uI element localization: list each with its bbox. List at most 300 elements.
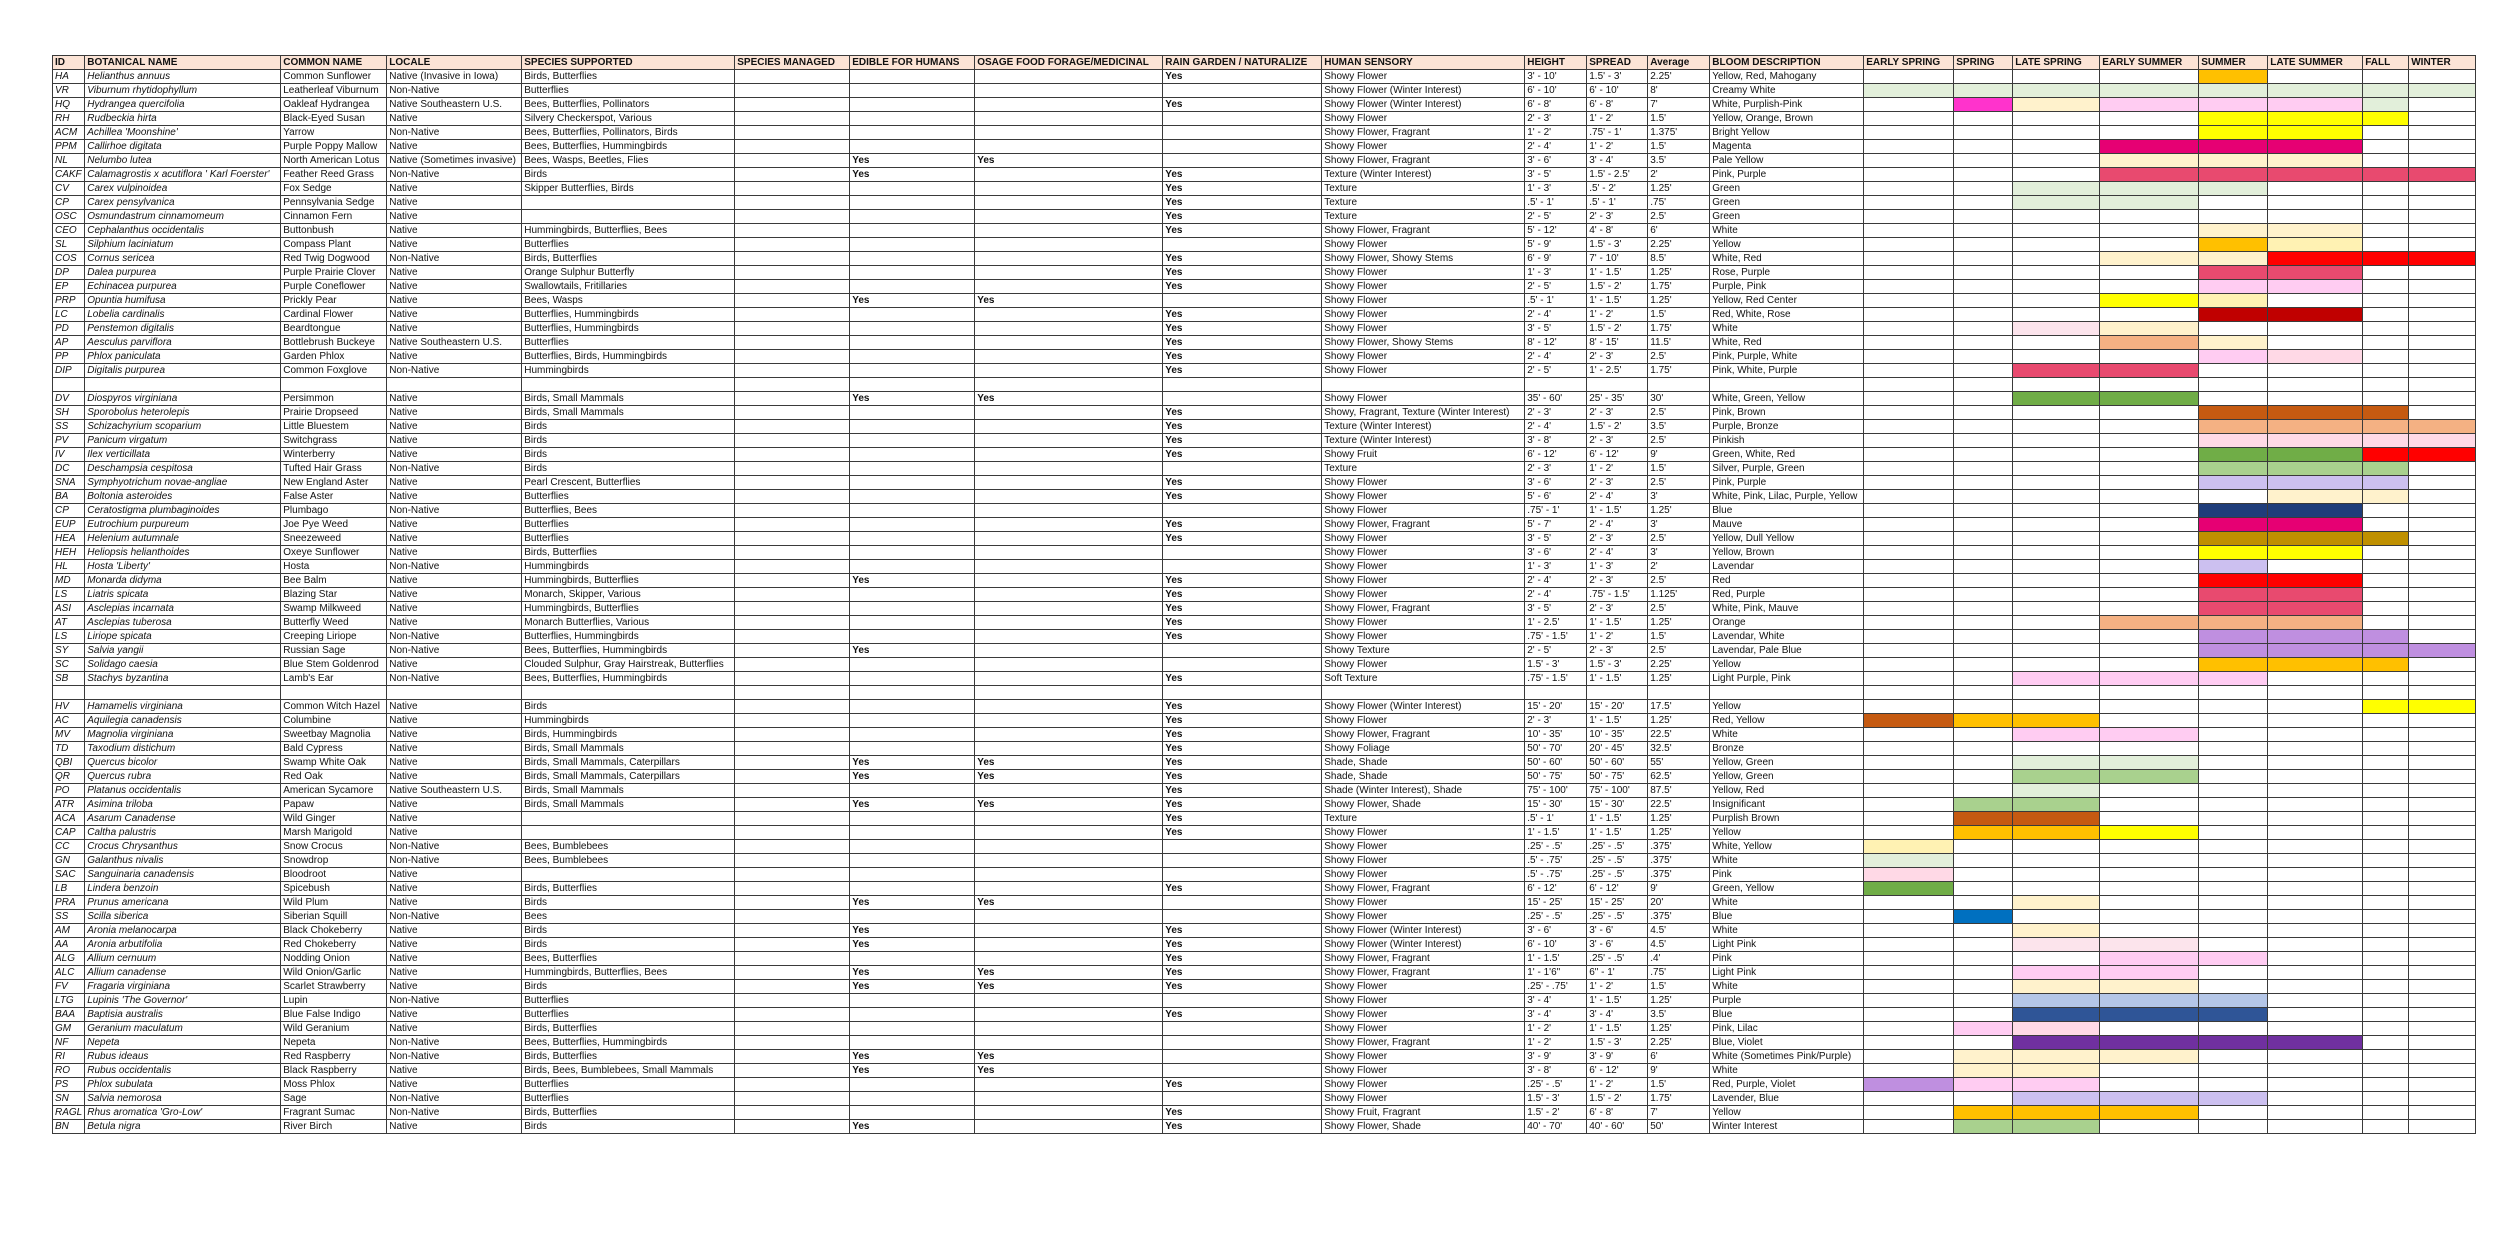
table-cell[interactable] [1648, 686, 1710, 700]
season-cell[interactable] [2409, 294, 2476, 308]
cell-locale[interactable]: Native [387, 882, 522, 896]
season-cell[interactable] [1954, 1022, 2013, 1036]
cell-osage[interactable] [975, 714, 1163, 728]
cell-edible[interactable] [850, 1106, 975, 1120]
season-cell[interactable] [2409, 84, 2476, 98]
cell-sensory[interactable]: Showy Fruit [1322, 448, 1525, 462]
season-cell[interactable] [2268, 994, 2363, 1008]
cell-bot[interactable]: Nepeta [85, 1036, 281, 1050]
season-cell[interactable] [2199, 84, 2268, 98]
cell-spread[interactable]: 1' - 2' [1587, 112, 1648, 126]
season-cell[interactable] [2100, 812, 2199, 826]
season-cell[interactable] [1954, 658, 2013, 672]
cell-sensory[interactable]: Showy Fruit, Fragrant [1322, 1106, 1525, 1120]
cell-locale[interactable]: Native [387, 1120, 522, 1134]
cell-rain[interactable] [1163, 1022, 1322, 1036]
season-cell[interactable] [2363, 238, 2409, 252]
season-cell[interactable] [2409, 938, 2476, 952]
cell-edible[interactable] [850, 70, 975, 84]
season-cell[interactable] [2199, 1120, 2268, 1134]
cell-height[interactable]: 2' - 4' [1525, 140, 1587, 154]
season-cell[interactable] [2199, 476, 2268, 490]
season-cell[interactable] [2100, 1106, 2199, 1120]
season-cell[interactable] [1864, 112, 1954, 126]
season-cell[interactable] [1864, 994, 1954, 1008]
season-cell[interactable] [1954, 518, 2013, 532]
cell-height[interactable]: 15' - 20' [1525, 700, 1587, 714]
season-cell[interactable] [2199, 588, 2268, 602]
cell-spread[interactable]: 10' - 35' [1587, 728, 1648, 742]
cell-edible[interactable] [850, 952, 975, 966]
season-cell[interactable] [1864, 966, 1954, 980]
cell-managed[interactable] [735, 448, 850, 462]
cell-id[interactable]: SS [53, 910, 85, 924]
cell-common[interactable]: Black-Eyed Susan [281, 112, 387, 126]
season-cell[interactable] [1954, 266, 2013, 280]
season-cell[interactable] [2013, 280, 2100, 294]
table-cell[interactable] [1864, 378, 1954, 392]
cell-locale[interactable]: Native [387, 602, 522, 616]
season-cell[interactable] [2409, 490, 2476, 504]
season-cell[interactable] [2409, 728, 2476, 742]
cell-bot[interactable]: Diospyros virginiana [85, 392, 281, 406]
table-cell[interactable] [387, 686, 522, 700]
cell-bot[interactable]: Allium canadense [85, 966, 281, 980]
cell-avg[interactable]: 1.75' [1648, 322, 1710, 336]
season-cell[interactable] [2199, 924, 2268, 938]
cell-spread[interactable]: 1' - 2' [1587, 1078, 1648, 1092]
cell-osage[interactable]: Yes [975, 756, 1163, 770]
season-cell[interactable] [1954, 462, 2013, 476]
season-cell[interactable] [2100, 154, 2199, 168]
cell-bot[interactable]: Penstemon digitalis [85, 322, 281, 336]
table-cell[interactable] [85, 378, 281, 392]
cell-species[interactable]: Butterflies [522, 84, 735, 98]
table-cell[interactable] [522, 686, 735, 700]
season-cell[interactable] [2199, 224, 2268, 238]
cell-height[interactable]: 2' - 3' [1525, 112, 1587, 126]
cell-avg[interactable]: 6' [1648, 1050, 1710, 1064]
cell-height[interactable]: .75' - 1.5' [1525, 630, 1587, 644]
season-cell[interactable] [2268, 308, 2363, 322]
cell-spread[interactable]: 1' - 2.5' [1587, 364, 1648, 378]
column-header[interactable]: SPREAD [1587, 56, 1648, 70]
season-cell[interactable] [2100, 434, 2199, 448]
cell-sensory[interactable]: Showy, Fragrant, Texture (Winter Interest) [1322, 406, 1525, 420]
season-cell[interactable] [2100, 168, 2199, 182]
season-cell[interactable] [2363, 210, 2409, 224]
season-cell[interactable] [2268, 1106, 2363, 1120]
season-cell[interactable] [2409, 462, 2476, 476]
season-cell[interactable] [2013, 910, 2100, 924]
cell-managed[interactable] [735, 854, 850, 868]
season-cell[interactable] [2100, 1050, 2199, 1064]
cell-edible[interactable] [850, 532, 975, 546]
cell-id[interactable]: RO [53, 1064, 85, 1078]
season-cell[interactable] [2409, 266, 2476, 280]
cell-bloom[interactable]: Yellow, Red Center [1710, 294, 1864, 308]
cell-height[interactable]: 3' - 9' [1525, 1050, 1587, 1064]
cell-height[interactable]: 6' - 9' [1525, 252, 1587, 266]
cell-managed[interactable] [735, 518, 850, 532]
season-cell[interactable] [1864, 196, 1954, 210]
season-cell[interactable] [2013, 868, 2100, 882]
cell-sensory[interactable]: Showy Flower, Fragrant [1322, 154, 1525, 168]
season-cell[interactable] [2363, 868, 2409, 882]
season-cell[interactable] [1954, 308, 2013, 322]
cell-spread[interactable]: 75' - 100' [1587, 784, 1648, 798]
cell-bot[interactable]: Nelumbo lutea [85, 154, 281, 168]
season-cell[interactable] [1954, 826, 2013, 840]
cell-edible[interactable] [850, 1078, 975, 1092]
cell-avg[interactable]: 3.5' [1648, 420, 1710, 434]
season-cell[interactable] [2199, 756, 2268, 770]
season-cell[interactable] [2013, 210, 2100, 224]
cell-avg[interactable]: 30' [1648, 392, 1710, 406]
cell-spread[interactable]: 1.5' - 3' [1587, 70, 1648, 84]
season-cell[interactable] [2100, 714, 2199, 728]
cell-spread[interactable]: 3' - 6' [1587, 938, 1648, 952]
season-cell[interactable] [2268, 434, 2363, 448]
cell-rain[interactable] [1163, 140, 1322, 154]
cell-bloom[interactable]: Red, Yellow [1710, 714, 1864, 728]
cell-edible[interactable] [850, 840, 975, 854]
cell-sensory[interactable]: Showy Flower, Fragrant [1322, 728, 1525, 742]
season-cell[interactable] [1864, 434, 1954, 448]
cell-managed[interactable] [735, 490, 850, 504]
cell-id[interactable]: CAKF [53, 168, 85, 182]
cell-height[interactable]: 40' - 70' [1525, 1120, 1587, 1134]
cell-managed[interactable] [735, 112, 850, 126]
season-cell[interactable] [2013, 490, 2100, 504]
season-cell[interactable] [2363, 952, 2409, 966]
season-cell[interactable] [2013, 798, 2100, 812]
cell-common[interactable]: Marsh Marigold [281, 826, 387, 840]
cell-osage[interactable] [975, 168, 1163, 182]
cell-osage[interactable] [975, 84, 1163, 98]
season-cell[interactable] [2268, 770, 2363, 784]
season-cell[interactable] [2268, 1092, 2363, 1106]
cell-locale[interactable]: Native [387, 658, 522, 672]
cell-height[interactable]: 15' - 30' [1525, 798, 1587, 812]
season-cell[interactable] [2268, 602, 2363, 616]
cell-locale[interactable]: Native [387, 798, 522, 812]
cell-spread[interactable]: 3' - 4' [1587, 1008, 1648, 1022]
season-cell[interactable] [2363, 154, 2409, 168]
cell-managed[interactable] [735, 532, 850, 546]
season-cell[interactable] [2013, 1050, 2100, 1064]
cell-edible[interactable] [850, 1092, 975, 1106]
cell-bloom[interactable]: White, Red [1710, 252, 1864, 266]
table-cell[interactable] [1322, 686, 1525, 700]
cell-managed[interactable] [735, 1050, 850, 1064]
cell-avg[interactable]: 87.5' [1648, 784, 1710, 798]
cell-id[interactable]: LS [53, 630, 85, 644]
cell-edible[interactable]: Yes [850, 798, 975, 812]
season-cell[interactable] [2199, 798, 2268, 812]
season-cell[interactable] [2013, 1120, 2100, 1134]
cell-locale[interactable]: Native [387, 756, 522, 770]
season-cell[interactable] [2409, 518, 2476, 532]
cell-avg[interactable]: 4.5' [1648, 924, 1710, 938]
cell-common[interactable]: Pennsylvania Sedge [281, 196, 387, 210]
cell-avg[interactable]: 6' [1648, 224, 1710, 238]
cell-sensory[interactable]: Showy Flower, Fragrant [1322, 602, 1525, 616]
cell-spread[interactable]: 2' - 3' [1587, 644, 1648, 658]
season-cell[interactable] [2199, 336, 2268, 350]
season-cell[interactable] [1864, 798, 1954, 812]
cell-avg[interactable]: 1.25' [1648, 812, 1710, 826]
cell-bloom[interactable]: White [1710, 854, 1864, 868]
season-cell[interactable] [1864, 406, 1954, 420]
season-cell[interactable] [2409, 602, 2476, 616]
cell-avg[interactable]: 11.5' [1648, 336, 1710, 350]
season-cell[interactable] [2363, 518, 2409, 532]
cell-common[interactable]: Siberian Squill [281, 910, 387, 924]
cell-bloom[interactable]: Purple, Bronze [1710, 420, 1864, 434]
cell-avg[interactable]: 1.75' [1648, 280, 1710, 294]
season-cell[interactable] [2199, 1092, 2268, 1106]
season-cell[interactable] [2100, 896, 2199, 910]
cell-id[interactable]: SS [53, 420, 85, 434]
cell-avg[interactable]: 9' [1648, 882, 1710, 896]
season-cell[interactable] [2363, 504, 2409, 518]
cell-avg[interactable]: 2' [1648, 560, 1710, 574]
cell-height[interactable]: .25' - .5' [1525, 1078, 1587, 1092]
cell-common[interactable]: Black Chokeberry [281, 924, 387, 938]
cell-managed[interactable] [735, 644, 850, 658]
season-cell[interactable] [2409, 756, 2476, 770]
season-cell[interactable] [1954, 728, 2013, 742]
cell-managed[interactable] [735, 238, 850, 252]
cell-sensory[interactable]: Showy Flower [1322, 658, 1525, 672]
season-cell[interactable] [1864, 1008, 1954, 1022]
season-cell[interactable] [2199, 266, 2268, 280]
season-cell[interactable] [2100, 504, 2199, 518]
season-cell[interactable] [1864, 238, 1954, 252]
season-cell[interactable] [2268, 322, 2363, 336]
cell-spread[interactable]: 6" - 1' [1587, 966, 1648, 980]
cell-edible[interactable]: Yes [850, 924, 975, 938]
cell-bot[interactable]: Rhus aromatica 'Gro-Low' [85, 1106, 281, 1120]
cell-edible[interactable]: Yes [850, 1064, 975, 1078]
cell-height[interactable]: 1' - 3' [1525, 560, 1587, 574]
cell-height[interactable]: 2' - 5' [1525, 210, 1587, 224]
season-cell[interactable] [2409, 1008, 2476, 1022]
cell-sensory[interactable]: Showy Flower, Shade [1322, 1120, 1525, 1134]
season-cell[interactable] [2100, 546, 2199, 560]
cell-locale[interactable]: Non-Native [387, 840, 522, 854]
cell-locale[interactable]: Non-Native [387, 504, 522, 518]
cell-id[interactable]: PD [53, 322, 85, 336]
cell-edible[interactable] [850, 742, 975, 756]
season-cell[interactable] [2100, 602, 2199, 616]
cell-common[interactable]: Scarlet Strawberry [281, 980, 387, 994]
season-cell[interactable] [2268, 238, 2363, 252]
cell-common[interactable]: Red Chokeberry [281, 938, 387, 952]
cell-sensory[interactable]: Texture [1322, 182, 1525, 196]
cell-species[interactable]: Birds [522, 1120, 735, 1134]
season-cell[interactable] [2268, 420, 2363, 434]
cell-bloom[interactable]: Bronze [1710, 742, 1864, 756]
cell-spread[interactable]: 25' - 35' [1587, 392, 1648, 406]
cell-managed[interactable] [735, 840, 850, 854]
cell-sensory[interactable]: Showy Flower [1322, 392, 1525, 406]
cell-common[interactable]: Lamb's Ear [281, 672, 387, 686]
cell-managed[interactable] [735, 672, 850, 686]
cell-bot[interactable]: Geranium maculatum [85, 1022, 281, 1036]
season-cell[interactable] [2013, 518, 2100, 532]
season-cell[interactable] [1954, 742, 2013, 756]
season-cell[interactable] [2100, 1036, 2199, 1050]
cell-edible[interactable]: Yes [850, 1050, 975, 1064]
season-cell[interactable] [2013, 994, 2100, 1008]
cell-common[interactable]: Wild Plum [281, 896, 387, 910]
cell-id[interactable]: CV [53, 182, 85, 196]
cell-common[interactable]: Russian Sage [281, 644, 387, 658]
cell-avg[interactable]: 1.5' [1648, 1078, 1710, 1092]
cell-species[interactable]: Birds, Butterflies [522, 1106, 735, 1120]
table-cell[interactable] [1525, 378, 1587, 392]
table-cell[interactable] [975, 686, 1163, 700]
cell-managed[interactable] [735, 952, 850, 966]
cell-managed[interactable] [735, 602, 850, 616]
cell-osage[interactable]: Yes [975, 896, 1163, 910]
cell-locale[interactable]: Native [387, 546, 522, 560]
season-cell[interactable] [1954, 1092, 2013, 1106]
cell-height[interactable]: .5' - 1' [1525, 812, 1587, 826]
cell-sensory[interactable]: Showy Flower [1322, 532, 1525, 546]
cell-height[interactable]: 6' - 10' [1525, 84, 1587, 98]
season-cell[interactable] [2363, 1022, 2409, 1036]
cell-bloom[interactable]: Pink, Brown [1710, 406, 1864, 420]
cell-managed[interactable] [735, 756, 850, 770]
cell-id[interactable]: AP [53, 336, 85, 350]
cell-avg[interactable]: 3' [1648, 546, 1710, 560]
season-cell[interactable] [2100, 798, 2199, 812]
cell-edible[interactable] [850, 462, 975, 476]
cell-avg[interactable]: 1.25' [1648, 672, 1710, 686]
season-cell[interactable] [2013, 714, 2100, 728]
cell-locale[interactable]: Native [387, 770, 522, 784]
cell-sensory[interactable]: Showy Flower, Showy Stems [1322, 252, 1525, 266]
cell-bloom[interactable]: Blue, Violet [1710, 1036, 1864, 1050]
cell-edible[interactable] [850, 882, 975, 896]
cell-sensory[interactable]: Showy Flower [1322, 490, 1525, 504]
season-cell[interactable] [2409, 1106, 2476, 1120]
cell-avg[interactable]: 2.5' [1648, 350, 1710, 364]
season-cell[interactable] [1864, 602, 1954, 616]
season-cell[interactable] [2409, 322, 2476, 336]
cell-sensory[interactable]: Showy Flower [1322, 266, 1525, 280]
season-cell[interactable] [2363, 714, 2409, 728]
cell-bloom[interactable]: Pink [1710, 952, 1864, 966]
cell-common[interactable]: Swamp White Oak [281, 756, 387, 770]
cell-edible[interactable] [850, 98, 975, 112]
cell-edible[interactable] [850, 308, 975, 322]
season-cell[interactable] [2199, 1022, 2268, 1036]
cell-height[interactable]: 1.5' - 3' [1525, 1092, 1587, 1106]
cell-rain[interactable]: Yes [1163, 784, 1322, 798]
season-cell[interactable] [1864, 224, 1954, 238]
cell-spread[interactable]: 6' - 12' [1587, 448, 1648, 462]
cell-osage[interactable] [975, 98, 1163, 112]
cell-rain[interactable]: Yes [1163, 196, 1322, 210]
season-cell[interactable] [1954, 98, 2013, 112]
table-cell[interactable] [2268, 686, 2363, 700]
column-header[interactable]: FALL [2363, 56, 2409, 70]
season-cell[interactable] [1864, 896, 1954, 910]
cell-bloom[interactable]: White [1710, 322, 1864, 336]
cell-avg[interactable]: 62.5' [1648, 770, 1710, 784]
cell-managed[interactable] [735, 1036, 850, 1050]
cell-osage[interactable] [975, 462, 1163, 476]
season-cell[interactable] [2268, 294, 2363, 308]
cell-spread[interactable]: 1' - 3' [1587, 560, 1648, 574]
cell-locale[interactable]: Native Southeastern U.S. [387, 784, 522, 798]
cell-height[interactable]: 3' - 5' [1525, 602, 1587, 616]
season-cell[interactable] [2268, 392, 2363, 406]
cell-rain[interactable]: Yes [1163, 1078, 1322, 1092]
season-cell[interactable] [1954, 252, 2013, 266]
cell-avg[interactable]: 17.5' [1648, 700, 1710, 714]
cell-rain[interactable] [1163, 910, 1322, 924]
season-cell[interactable] [2199, 826, 2268, 840]
cell-rain[interactable] [1163, 1050, 1322, 1064]
cell-locale[interactable]: Native [387, 742, 522, 756]
season-cell[interactable] [2409, 182, 2476, 196]
cell-locale[interactable]: Native [387, 812, 522, 826]
cell-id[interactable]: GN [53, 854, 85, 868]
cell-osage[interactable]: Yes [975, 154, 1163, 168]
cell-sensory[interactable]: Showy Flower, Fragrant [1322, 126, 1525, 140]
season-cell[interactable] [2409, 448, 2476, 462]
cell-rain[interactable] [1163, 644, 1322, 658]
cell-locale[interactable]: Native [387, 1022, 522, 1036]
season-cell[interactable] [2363, 420, 2409, 434]
cell-edible[interactable] [850, 406, 975, 420]
season-cell[interactable] [2100, 980, 2199, 994]
season-cell[interactable] [2268, 210, 2363, 224]
cell-edible[interactable] [850, 266, 975, 280]
cell-rain[interactable] [1163, 658, 1322, 672]
column-header[interactable]: HUMAN SENSORY [1322, 56, 1525, 70]
season-cell[interactable] [2409, 112, 2476, 126]
season-cell[interactable] [2409, 784, 2476, 798]
cell-spread[interactable]: 7' - 10' [1587, 252, 1648, 266]
cell-id[interactable]: AT [53, 616, 85, 630]
cell-rain[interactable]: Yes [1163, 672, 1322, 686]
cell-common[interactable]: False Aster [281, 490, 387, 504]
cell-common[interactable]: Feather Reed Grass [281, 168, 387, 182]
cell-spread[interactable]: 1' - 1.5' [1587, 826, 1648, 840]
cell-spread[interactable]: 1' - 2' [1587, 630, 1648, 644]
cell-rain[interactable]: Yes [1163, 98, 1322, 112]
cell-height[interactable]: 1.5' - 3' [1525, 658, 1587, 672]
season-cell[interactable] [2363, 980, 2409, 994]
season-cell[interactable] [2013, 882, 2100, 896]
season-cell[interactable] [2100, 784, 2199, 798]
season-cell[interactable] [2268, 756, 2363, 770]
cell-managed[interactable] [735, 728, 850, 742]
season-cell[interactable] [2199, 728, 2268, 742]
cell-spread[interactable]: 2' - 3' [1587, 210, 1648, 224]
cell-common[interactable]: Beardtongue [281, 322, 387, 336]
cell-spread[interactable]: 1' - 2' [1587, 980, 1648, 994]
cell-spread[interactable]: 15' - 25' [1587, 896, 1648, 910]
season-cell[interactable] [2409, 238, 2476, 252]
cell-height[interactable]: .25' - .5' [1525, 910, 1587, 924]
